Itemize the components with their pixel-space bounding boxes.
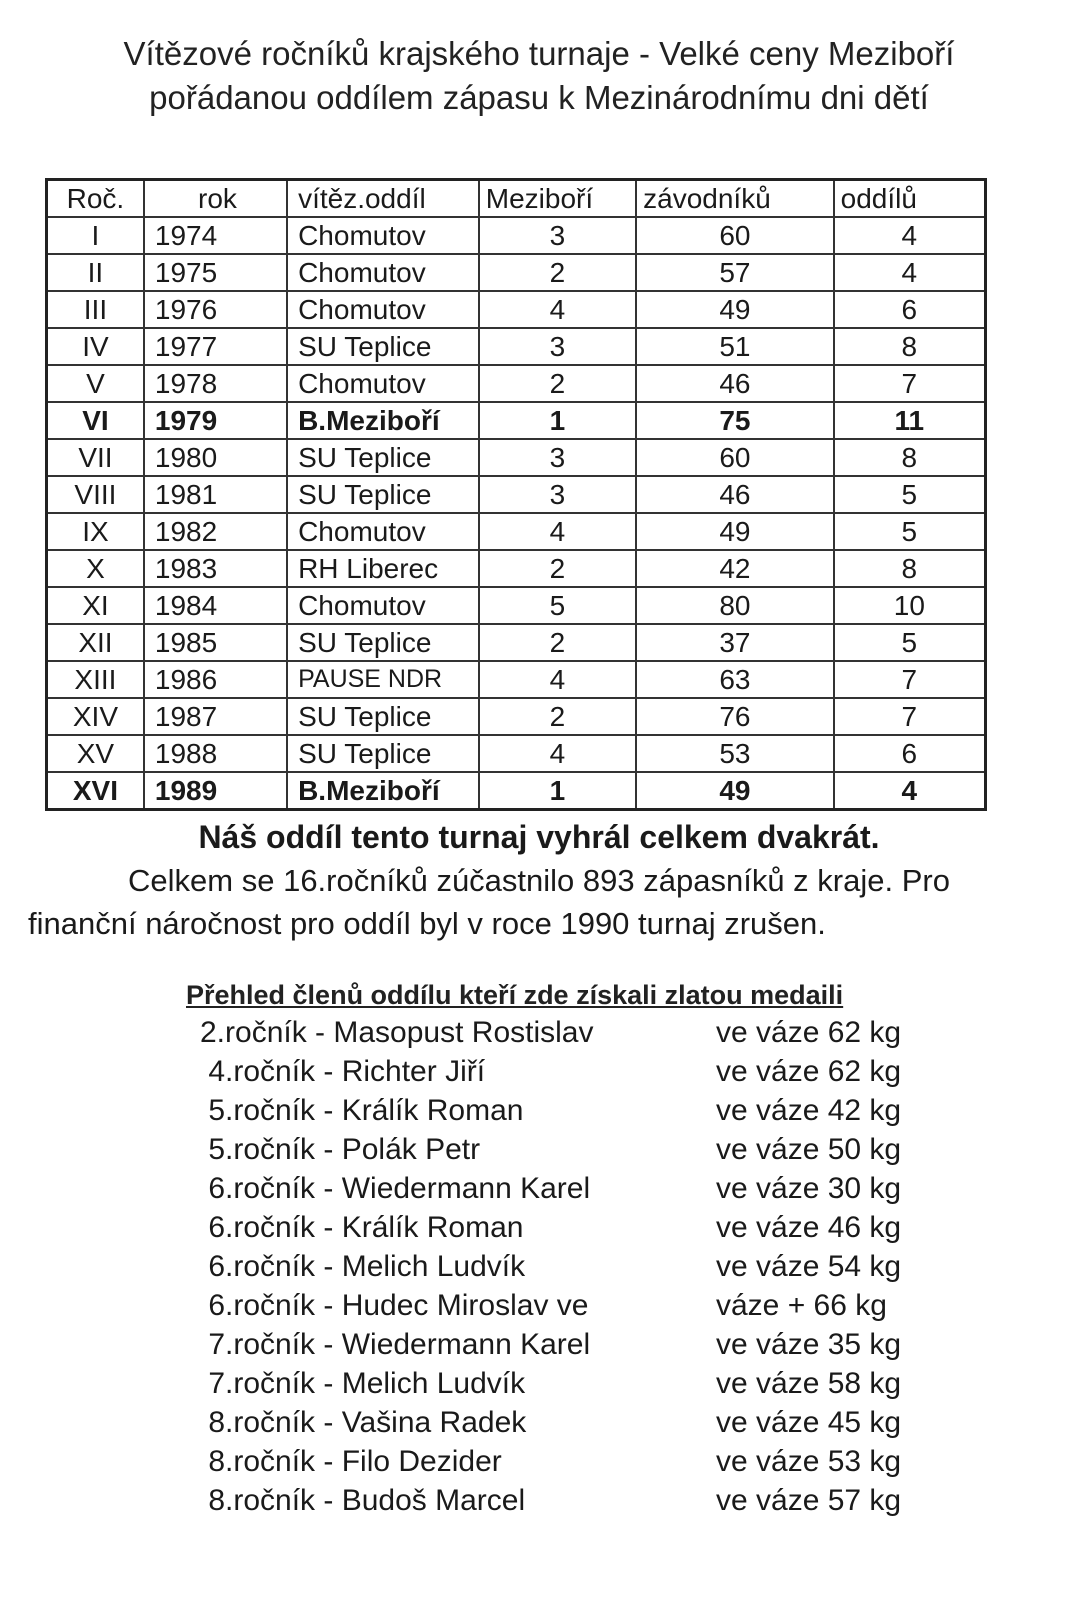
cell-rok: 1982 — [144, 513, 287, 550]
cell-vitez: RH Liberec — [287, 550, 479, 587]
cell-zavodniku: 46 — [636, 365, 834, 402]
cell-vitez: SU Teplice — [287, 439, 479, 476]
cell-roc: XIV — [47, 698, 144, 735]
cell-roc: IV — [47, 328, 144, 365]
cell-roc: V — [47, 365, 144, 402]
cell-mezibori: 2 — [479, 698, 636, 735]
cell-roc: XI — [47, 587, 144, 624]
cell-rok: 1975 — [144, 254, 287, 291]
header-vitez: vítěz.oddíl — [287, 180, 479, 218]
cell-vitez: SU Teplice — [287, 328, 479, 365]
medalist-weight: váze + 66 kg — [716, 1289, 887, 1322]
table-header-row — [47, 180, 986, 218]
medalist-name: 5.ročník - Králík Roman — [200, 1094, 524, 1127]
cell-mezibori: 4 — [479, 291, 636, 328]
cell-vitez: SU Teplice — [287, 624, 479, 661]
table-row — [47, 476, 986, 513]
cell-oddilu: 5 — [834, 513, 986, 550]
cell-rok: 1988 — [144, 735, 287, 772]
cell-vitez: SU Teplice — [287, 735, 479, 772]
table-row — [47, 624, 986, 661]
medalist-name: 8.ročník - Budoš Marcel — [200, 1484, 526, 1517]
cell-oddilu: 11 — [834, 402, 986, 439]
medalist-item — [200, 1052, 940, 1091]
medalist-weight: ve váze 45 kg — [716, 1406, 902, 1439]
cell-mezibori: 1 — [479, 772, 636, 810]
cell-rok: 1979 — [144, 402, 287, 439]
cell-roc: VII — [47, 439, 144, 476]
cell-mezibori: 2 — [479, 365, 636, 402]
cell-vitez: Chomutov — [287, 291, 479, 328]
medalist-weight: ve váze 62 kg — [716, 1055, 902, 1088]
medalist-name: 8.ročník - Filo Dezider — [200, 1445, 502, 1478]
summary — [0, 816, 1078, 945]
cell-rok: 1976 — [144, 291, 287, 328]
medalist-weight: ve váze 30 kg — [716, 1172, 902, 1205]
cell-roc: XV — [47, 735, 144, 772]
header-rok: rok — [144, 180, 287, 218]
cell-rok: 1981 — [144, 476, 287, 513]
medalist-item — [200, 1403, 940, 1442]
header-oddilu: oddílů — [834, 180, 986, 218]
cell-zavodniku: 37 — [636, 624, 834, 661]
medalist-name: 4.ročník - Richter Jiří — [200, 1055, 486, 1088]
medalist-item — [200, 1364, 940, 1403]
cell-rok: 1978 — [144, 365, 287, 402]
cell-mezibori: 4 — [479, 735, 636, 772]
cell-rok: 1984 — [144, 587, 287, 624]
table-row — [47, 661, 986, 698]
cell-oddilu: 8 — [834, 328, 986, 365]
winners-table — [45, 178, 987, 811]
cell-zavodniku: 53 — [636, 735, 834, 772]
medalist-item — [200, 1130, 940, 1169]
cell-vitez: Chomutov — [287, 254, 479, 291]
cell-roc: XVI — [47, 772, 144, 810]
cell-mezibori: 2 — [479, 624, 636, 661]
header-mezibori: Meziboří — [479, 180, 636, 218]
medalist-weight: ve váze 62 kg — [716, 1016, 902, 1049]
cell-roc: IX — [47, 513, 144, 550]
medalist-weight: ve váze 57 kg — [716, 1484, 902, 1517]
cell-rok: 1974 — [144, 217, 287, 254]
cell-oddilu: 7 — [834, 365, 986, 402]
table-row — [47, 254, 986, 291]
cell-roc: VI — [47, 402, 144, 439]
table-row — [47, 698, 986, 735]
cell-zavodniku: 49 — [636, 291, 834, 328]
cell-rok: 1977 — [144, 328, 287, 365]
cell-oddilu: 5 — [834, 476, 986, 513]
medalist-name: 7.ročník - Wiedermann Karel — [200, 1328, 591, 1361]
cell-vitez: Chomutov — [287, 217, 479, 254]
cell-roc: VIII — [47, 476, 144, 513]
cell-oddilu: 4 — [834, 772, 986, 810]
header-roc: Roč. — [47, 180, 144, 218]
cell-vitez: PAUSE NDR — [287, 661, 479, 698]
cell-mezibori: 3 — [479, 476, 636, 513]
medalist-name: 8.ročník - Vašina Radek — [200, 1406, 527, 1439]
cell-mezibori: 3 — [479, 439, 636, 476]
cell-rok: 1987 — [144, 698, 287, 735]
table-row — [47, 550, 986, 587]
table-row — [47, 328, 986, 365]
cell-mezibori: 4 — [479, 661, 636, 698]
cell-rok: 1980 — [144, 439, 287, 476]
cell-zavodniku: 49 — [636, 513, 834, 550]
medalist-weight: ve váze 53 kg — [716, 1445, 902, 1478]
table-body — [47, 217, 986, 810]
cell-zavodniku: 57 — [636, 254, 834, 291]
table-row — [47, 587, 986, 624]
cell-mezibori: 3 — [479, 217, 636, 254]
medalist-item — [200, 1481, 940, 1520]
summary-line-3: finanční náročnost pro oddíl byl v roce 1990 turnaj zrušen. — [28, 906, 826, 941]
medalist-name: 7.ročník - Melich Ludvík — [200, 1367, 526, 1400]
medalist-item — [200, 1286, 940, 1325]
cell-roc: III — [47, 291, 144, 328]
cell-vitez: Chomutov — [287, 513, 479, 550]
cell-oddilu: 10 — [834, 587, 986, 624]
cell-mezibori: 1 — [479, 402, 636, 439]
medalist-item — [200, 1247, 940, 1286]
header-zavodniku: závodníků — [636, 180, 834, 218]
table-row — [47, 402, 986, 439]
medalist-weight: ve váze 58 kg — [716, 1367, 902, 1400]
table-row — [47, 439, 986, 476]
medalist-name: 2.ročník - Masopust Rostislav — [200, 1016, 594, 1049]
medalists-list — [200, 1013, 940, 1520]
cell-mezibori: 2 — [479, 550, 636, 587]
cell-vitez: SU Teplice — [287, 476, 479, 513]
cell-zavodniku: 80 — [636, 587, 834, 624]
cell-oddilu: 8 — [834, 439, 986, 476]
medalist-weight: ve váze 50 kg — [716, 1133, 902, 1166]
table-row — [47, 365, 986, 402]
medalist-item — [200, 1169, 940, 1208]
medalist-item — [200, 1325, 940, 1364]
medalist-item — [200, 1091, 940, 1130]
cell-roc: XII — [47, 624, 144, 661]
table-row — [47, 772, 986, 810]
medalist-weight: ve váze 35 kg — [716, 1328, 902, 1361]
cell-zavodniku: 75 — [636, 402, 834, 439]
cell-zavodniku: 60 — [636, 217, 834, 254]
medalist-name: 6.ročník - Melich Ludvík — [200, 1250, 526, 1283]
medalist-item — [200, 1208, 940, 1247]
table-row — [47, 735, 986, 772]
cell-mezibori: 2 — [479, 254, 636, 291]
cell-oddilu: 5 — [834, 624, 986, 661]
cell-oddilu: 6 — [834, 735, 986, 772]
cell-rok: 1985 — [144, 624, 287, 661]
cell-oddilu: 8 — [834, 550, 986, 587]
cell-vitez: Chomutov — [287, 587, 479, 624]
title-line-1: Vítězové ročníků krajského turnaje - Velké ceny Meziboří — [123, 35, 955, 72]
cell-oddilu: 7 — [834, 661, 986, 698]
cell-oddilu: 7 — [834, 698, 986, 735]
cell-oddilu: 6 — [834, 291, 986, 328]
cell-vitez: B.Meziboří — [287, 402, 479, 439]
cell-mezibori: 5 — [479, 587, 636, 624]
cell-rok: 1989 — [144, 772, 287, 810]
medalist-name: 6.ročník - Králík Roman — [200, 1211, 524, 1244]
table-row — [47, 217, 986, 254]
medalist-name: 6.ročník - Hudec Miroslav ve — [200, 1289, 589, 1322]
table-row — [47, 291, 986, 328]
cell-rok: 1983 — [144, 550, 287, 587]
document-title — [0, 32, 1078, 120]
cell-zavodniku: 42 — [636, 550, 834, 587]
summary-line-2: Celkem se 16.ročníků zúčastnilo 893 zápasníků z kraje. Pro — [128, 863, 950, 898]
summary-line-1: Náš oddíl tento turnaj vyhrál celkem dvakrát. — [198, 819, 880, 855]
medalists-heading: Přehled členů oddílu kteří zde získali zlatou medaili — [186, 980, 844, 1010]
medalist-name: 5.ročník - Polák Petr — [200, 1133, 481, 1166]
cell-zavodniku: 49 — [636, 772, 834, 810]
cell-zavodniku: 51 — [636, 328, 834, 365]
medalist-weight: ve váze 42 kg — [716, 1094, 902, 1127]
cell-roc: I — [47, 217, 144, 254]
cell-vitez: B.Meziboří — [287, 772, 479, 810]
medalist-item — [200, 1442, 940, 1481]
cell-mezibori: 3 — [479, 328, 636, 365]
cell-roc: X — [47, 550, 144, 587]
cell-zavodniku: 60 — [636, 439, 834, 476]
medalist-weight: ve váze 46 kg — [716, 1211, 902, 1244]
cell-mezibori: 4 — [479, 513, 636, 550]
cell-vitez: SU Teplice — [287, 698, 479, 735]
cell-oddilu: 4 — [834, 254, 986, 291]
cell-rok: 1986 — [144, 661, 287, 698]
medalist-weight: ve váze 54 kg — [716, 1250, 902, 1283]
cell-roc: XIII — [47, 661, 144, 698]
cell-vitez: Chomutov — [287, 365, 479, 402]
cell-oddilu: 4 — [834, 217, 986, 254]
medalist-name: 6.ročník - Wiedermann Karel — [200, 1172, 591, 1205]
table-row — [47, 513, 986, 550]
cell-zavodniku: 46 — [636, 476, 834, 513]
cell-roc: II — [47, 254, 144, 291]
cell-zavodniku: 76 — [636, 698, 834, 735]
cell-zavodniku: 63 — [636, 661, 834, 698]
title-line-2: pořádanou oddílem zápasu k Mezinárodnímu dni dětí — [149, 79, 929, 116]
medalist-item — [200, 1013, 940, 1052]
